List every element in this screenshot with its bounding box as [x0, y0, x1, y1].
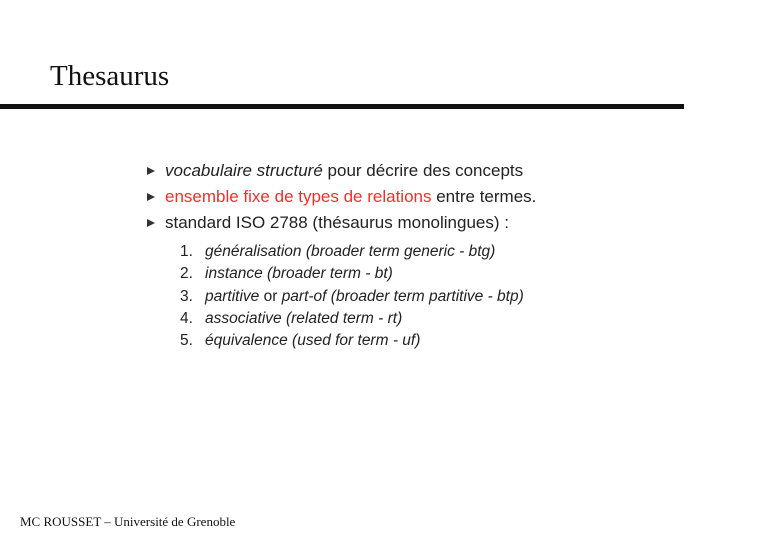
- item-text: équivalence (used for term - uf): [205, 332, 421, 350]
- bullet-emphasis: vocabulaire structuré: [165, 161, 323, 180]
- item-text-part1: partitive: [205, 287, 260, 305]
- relation-item-2: [180, 263, 680, 285]
- bullet-highlight: ensemble fixe de types de relations: [165, 187, 432, 206]
- item-number: 5.: [180, 332, 193, 350]
- bullet-item-2: [147, 184, 747, 210]
- item-text: instance (broader term - bt): [205, 265, 393, 283]
- item-text: [205, 286, 524, 308]
- triangle-bullet-icon: [147, 167, 155, 175]
- bullet-rest: entre termes.: [431, 187, 537, 206]
- relation-item-4: [180, 308, 680, 330]
- relation-item-1: [180, 241, 680, 263]
- item-text-connector: or: [259, 287, 282, 305]
- bullet-text: [165, 158, 523, 184]
- item-number: 4.: [180, 309, 193, 327]
- slide-title: Thesaurus: [50, 60, 170, 92]
- triangle-bullet-icon: [147, 193, 155, 201]
- item-number: 3.: [180, 287, 193, 305]
- relation-types-list: [180, 241, 680, 352]
- bullet-item-1: [147, 158, 747, 184]
- bullet-list: [147, 158, 747, 236]
- triangle-bullet-icon: [147, 219, 155, 227]
- item-text: généralisation (broader term generic - btg): [205, 243, 496, 260]
- bullet-text: standard ISO 2788 (thésaurus monolingues) :: [165, 213, 509, 232]
- item-number: 1.: [180, 243, 193, 260]
- bullet-item-3: [147, 210, 747, 236]
- relation-item-5: [180, 330, 680, 352]
- relation-item-3: [180, 286, 680, 308]
- item-number: 2.: [180, 265, 193, 283]
- bullet-text: [165, 184, 536, 210]
- title-rule: [0, 104, 684, 109]
- footer-credit: MC ROUSSET – Université de Grenoble: [20, 514, 236, 529]
- item-text: associative (related term - rt): [205, 309, 403, 327]
- bullet-rest: pour décrire des concepts: [322, 161, 524, 180]
- item-text-part2: part-of (broader term partitive - btp): [281, 287, 524, 305]
